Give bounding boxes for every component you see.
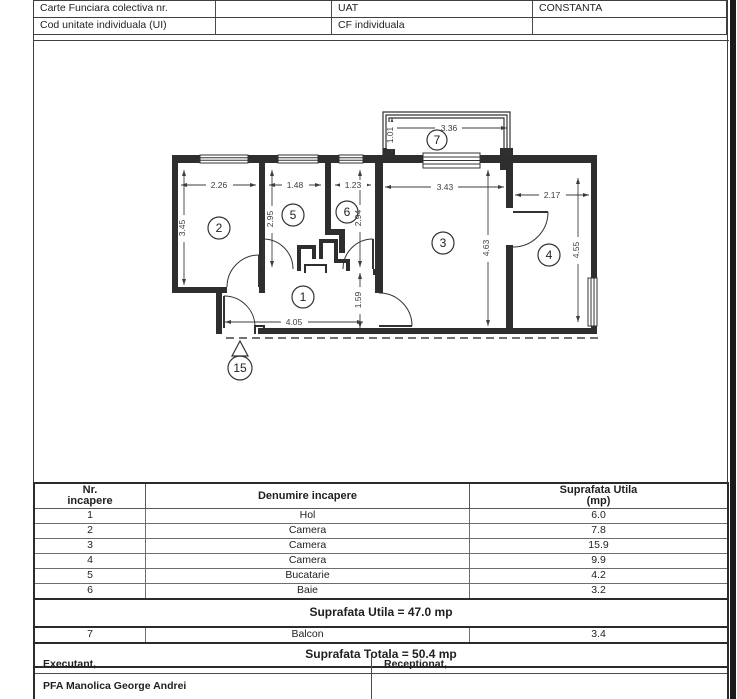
wall-5-6-jog-a [325, 229, 345, 235]
window-room4 [588, 278, 597, 326]
carte-funciara-value [216, 1, 332, 17]
svg-text:1: 1 [299, 290, 307, 304]
window-balcony-door [423, 153, 480, 168]
room-badge-1 [292, 286, 314, 308]
suprafata-utila-total: Suprafata Utila = 47.0 mp [35, 598, 727, 628]
svg-text:6: 6 [343, 205, 351, 219]
wall-hall-stub [373, 269, 383, 275]
svg-text:5: 5 [289, 208, 297, 222]
door-room2 [227, 255, 259, 287]
rooms-table [33, 482, 729, 668]
uat-label: UAT [332, 1, 533, 17]
svg-text:2: 2 [215, 221, 223, 235]
uat-value: CONSTANTA [539, 2, 603, 14]
signature-names-row [35, 674, 727, 699]
entrance-triangle-icon [232, 341, 248, 356]
dim-room6-width: 1.23 [344, 180, 362, 190]
rooms-table-header [35, 484, 727, 509]
window-room5 [278, 155, 318, 163]
dim-room7-width: 3.36 [440, 123, 458, 133]
dim-room5-width: 1.48 [286, 180, 304, 190]
suprafata-totala-total: Suprafata Totala = 50.4 mp [35, 642, 727, 666]
balcony-railing [383, 112, 510, 155]
dim-room2-width: 2.26 [210, 180, 228, 190]
executant-label: Executant, [35, 656, 372, 673]
wall-5-6-jog-b [339, 235, 345, 253]
door-room3 [379, 293, 412, 326]
room-badge-3 [432, 232, 454, 254]
signature-labels-row [35, 656, 727, 674]
table-row: 3 Camera 15.9 [35, 539, 727, 554]
col-header-suprafata: Suprafata Utila (mp) [559, 484, 638, 507]
dim-room2-height: 3.45 [177, 219, 187, 237]
wall-entry-step [216, 287, 222, 334]
door-room4 [513, 212, 548, 247]
table-row: 4 Camera 9.9 [35, 554, 727, 569]
svg-text:4: 4 [545, 248, 553, 262]
wall-bottom [258, 328, 597, 334]
dim-room1-width: 4.05 [285, 317, 303, 327]
receptionat-label: Receptionat, [384, 658, 448, 670]
wall-3-4-lower [506, 245, 513, 330]
dim-room7-height: 1.01 [385, 126, 395, 144]
cod-ui-value [216, 18, 332, 34]
header-row-2 [34, 18, 726, 35]
dim-room6-height: 2.94 [353, 209, 363, 227]
entrance-marker [228, 341, 252, 380]
carte-funciara-label: Carte Funciara colectiva nr. [34, 1, 216, 17]
dim-room4-width: 2.17 [543, 190, 561, 200]
room-badge-4 [538, 244, 560, 266]
col-header-denumire: Denumire incapere [146, 484, 470, 508]
cf-individuala-value [533, 18, 726, 34]
wall-room2-bottom-a [172, 287, 227, 293]
table-row: 5 Bucatarie 4.2 [35, 569, 727, 584]
header-row-1 [34, 1, 726, 18]
cf-individuala-label: CF individuala [332, 18, 533, 34]
svg-text:3: 3 [439, 236, 447, 250]
table-row: 1 Hol 6.0 [35, 509, 727, 524]
cod-ui-label: Cod unitate individuala (UI) [34, 18, 216, 34]
header-table [33, 0, 727, 35]
table-row-balcon: 7 Balcon 3.4 [35, 628, 727, 642]
door-entrance [224, 296, 255, 328]
window-room2 [200, 155, 248, 163]
executant-name: PFA Manolica George Andrei [35, 674, 372, 699]
dim-room4-height: 4.55 [571, 241, 581, 259]
table-row: 2 Camera 7.8 [35, 524, 727, 539]
room-badge-2 [208, 217, 230, 239]
window-room6 [339, 155, 363, 163]
svg-text:15: 15 [233, 361, 247, 375]
col-header-nr: Nr. incapere [35, 484, 146, 508]
signature-block [33, 656, 729, 699]
room-badge-7 [427, 130, 447, 150]
svg-text:7: 7 [433, 133, 441, 147]
scan-edge-strip [730, 0, 736, 699]
room-badge-5 [282, 204, 304, 226]
dim-room1-height: 1.59 [353, 291, 363, 309]
dim-room3-width: 3.43 [436, 182, 454, 192]
door-room5 [263, 239, 293, 269]
receptionat-name [372, 674, 727, 699]
table-row: 6 Baie 3.2 [35, 584, 727, 598]
wall-5-6 [325, 163, 331, 235]
floor-plan-drawing [33, 40, 729, 482]
dim-room3-height: 4.63 [481, 239, 491, 257]
dim-room5-height: 2.95 [265, 210, 275, 228]
